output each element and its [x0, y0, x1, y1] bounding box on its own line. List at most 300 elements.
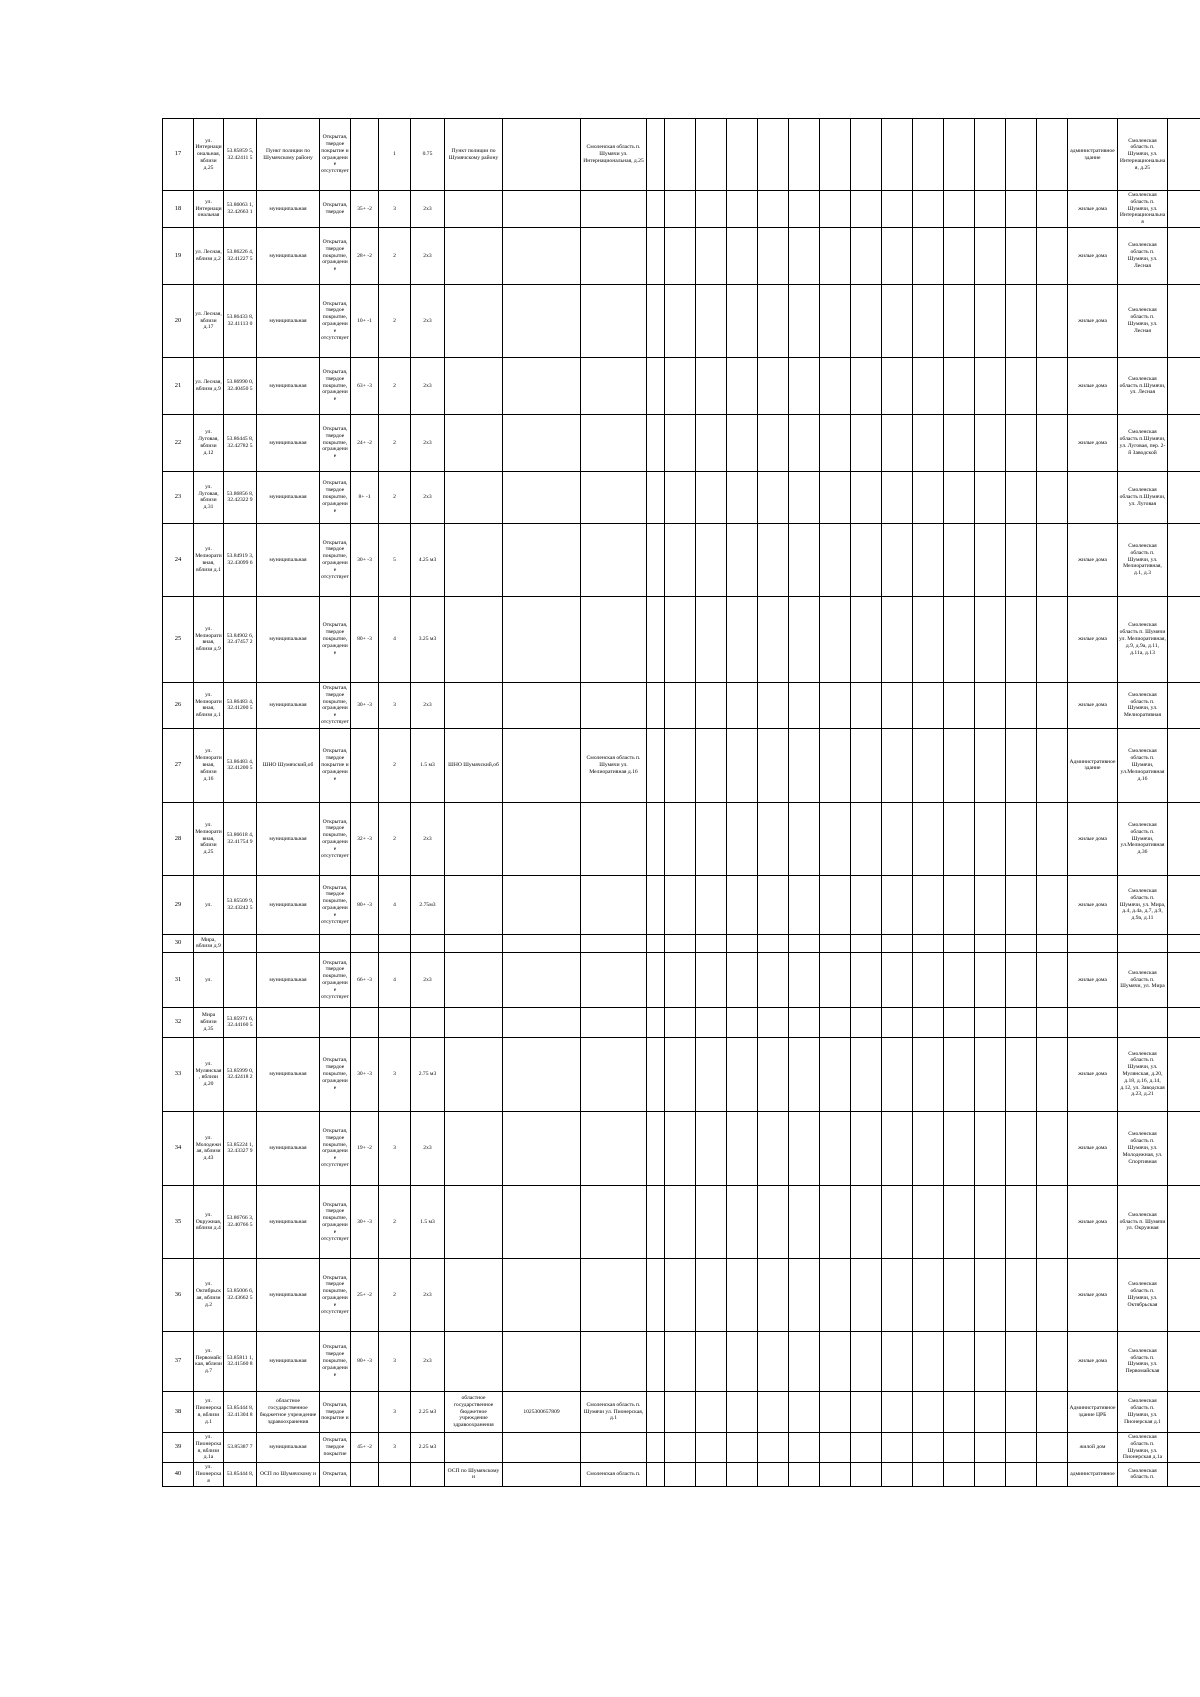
- cell-source-type: жилые дома: [1068, 596, 1118, 682]
- table-row: [163, 802, 1200, 875]
- cell-producer: [445, 1432, 503, 1462]
- cell-empty: [665, 682, 696, 728]
- cell-ogrn: [503, 1111, 581, 1185]
- cell-volume: 2.25 м3: [411, 1432, 445, 1462]
- cell-coords: 53.86433 8, 32.41113 0: [224, 284, 257, 357]
- cell-producer: [445, 1258, 503, 1331]
- cell-ogrn: [503, 1432, 581, 1462]
- cell-surface: Открытая, твердое покрытие, ограждение отсутствует: [320, 523, 351, 596]
- cell-source-type: административное: [1068, 1463, 1118, 1486]
- cell-num: 28: [163, 802, 194, 875]
- cell-source-type: жилые дома: [1068, 523, 1118, 596]
- cell-source-address: Смоленская область п. Шумячи ул. Окружная: [1118, 1185, 1168, 1258]
- cell-empty: [727, 284, 758, 357]
- cell-containers: 2: [379, 414, 411, 471]
- cell-num: 29: [163, 875, 194, 934]
- cell-address: ул. Мелиоративная, вблизи д.25: [194, 802, 224, 875]
- cell-empty: [1037, 414, 1068, 471]
- cell-empty: [882, 357, 913, 414]
- cell-empty: [1037, 357, 1068, 414]
- cell-empty: [913, 1258, 944, 1331]
- cell-empty: [820, 1258, 851, 1331]
- cell-coords: 53.86445 8, 32.42782 5: [224, 414, 257, 471]
- cell-surface: Открытая, твердое покрытие, ограждение: [320, 471, 351, 523]
- cell-owner: муниципальная: [257, 284, 320, 357]
- table-row: [163, 1037, 1200, 1111]
- cell-coords: 53.85509 9, 32.43242 5: [224, 875, 257, 934]
- cell-volume: 2х3: [411, 471, 445, 523]
- cell-prod-address: [581, 1185, 647, 1258]
- cell-source-type: Административное здание ЦРБ: [1068, 1391, 1118, 1432]
- cell-ogrn: 1025300657809: [503, 1391, 581, 1432]
- cell-source-address: [1118, 1007, 1168, 1037]
- cell-empty: [882, 1258, 913, 1331]
- cell-empty: [851, 1185, 882, 1258]
- cell-area: 32+ -3: [351, 802, 379, 875]
- cell-empty: [882, 802, 913, 875]
- cell-surface: Открытая, твердое покрытие, ограждение отсутствует: [320, 1258, 351, 1331]
- table-row: [163, 1331, 1200, 1391]
- cell-coords: 53.86483 4, 32.41200 5: [224, 682, 257, 728]
- cell-empty: [820, 1463, 851, 1486]
- cell-source-type: жилые дома: [1068, 1258, 1118, 1331]
- cell-containers: 2: [379, 802, 411, 875]
- cell-empty: [789, 682, 820, 728]
- table-row: [163, 523, 1200, 596]
- cell-empty: [975, 1391, 1006, 1432]
- cell-address: Мира вблизи д.35: [194, 1007, 224, 1037]
- cell-owner: муниципальная: [257, 414, 320, 471]
- cell-surface: Открытая, твердое покрытие и: [320, 1391, 351, 1432]
- cell-source-address: Смоленская область п. Шумячи, ул.Мелиоративная д.36: [1118, 802, 1168, 875]
- cell-area: 66+ -3: [351, 952, 379, 1007]
- cell-prod-address: Смоленская область п. Шумячи ул. Интернациональная, д.25: [581, 119, 647, 191]
- cell-empty: [1168, 596, 1200, 682]
- cell-address: ул. Интернациональная: [194, 191, 224, 228]
- cell-empty: [1006, 523, 1037, 596]
- cell-empty: [975, 191, 1006, 228]
- cell-containers: 2: [379, 728, 411, 802]
- cell-empty: [975, 802, 1006, 875]
- cell-empty: [1168, 119, 1200, 191]
- cell-empty: [944, 119, 975, 191]
- cell-containers: 4: [379, 952, 411, 1007]
- cell-empty: [944, 284, 975, 357]
- cell-empty: [665, 284, 696, 357]
- cell-empty: [647, 357, 665, 414]
- cell-empty: [1037, 1258, 1068, 1331]
- cell-area: 30+ -3: [351, 523, 379, 596]
- cell-prod-address: [581, 1007, 647, 1037]
- cell-source-type: Административное здание: [1068, 728, 1118, 802]
- cell-coords: 53.86856 8, 32.42322 9: [224, 471, 257, 523]
- table-row: [163, 357, 1200, 414]
- cell-empty: [913, 357, 944, 414]
- cell-containers: 3: [379, 1432, 411, 1462]
- cell-empty: [975, 523, 1006, 596]
- cell-empty: [913, 875, 944, 934]
- cell-source-type: жилые дома: [1068, 1185, 1118, 1258]
- cell-containers: 3: [379, 1111, 411, 1185]
- cell-empty: [647, 523, 665, 596]
- cell-empty: [851, 1331, 882, 1391]
- cell-empty: [647, 952, 665, 1007]
- cell-volume: 3.25 м3: [411, 596, 445, 682]
- cell-address: ул. Интернациональная, вблизи д.25: [194, 119, 224, 191]
- cell-source-type: жилые дома: [1068, 875, 1118, 934]
- cell-empty: [665, 1111, 696, 1185]
- cell-empty: [758, 471, 789, 523]
- cell-owner: муниципальная: [257, 471, 320, 523]
- cell-empty: [944, 1391, 975, 1432]
- cell-empty: [758, 191, 789, 228]
- cell-empty: [665, 1391, 696, 1432]
- cell-prod-address: [581, 191, 647, 228]
- cell-producer: [445, 682, 503, 728]
- cell-volume: [411, 1007, 445, 1037]
- cell-empty: [665, 1037, 696, 1111]
- cell-empty: [913, 119, 944, 191]
- cell-surface: Открытая, твердое покрытие: [320, 1432, 351, 1462]
- cell-empty: [1006, 414, 1037, 471]
- cell-ogrn: [503, 802, 581, 875]
- cell-containers: [379, 934, 411, 952]
- cell-empty: [944, 357, 975, 414]
- cell-owner: Пункт полиции по Шумячскому району: [257, 119, 320, 191]
- cell-empty: [758, 357, 789, 414]
- cell-ogrn: [503, 227, 581, 284]
- cell-volume: 2.75м3: [411, 875, 445, 934]
- cell-producer: областное государственное бюджетное учреждение здравоохранения: [445, 1391, 503, 1432]
- cell-ogrn: [503, 523, 581, 596]
- cell-empty: [647, 934, 665, 952]
- cell-volume: 2.25 м3: [411, 1391, 445, 1432]
- cell-empty: [913, 471, 944, 523]
- cell-empty: [851, 471, 882, 523]
- cell-producer: [445, 875, 503, 934]
- cell-area: 80+ -3: [351, 596, 379, 682]
- cell-producer: [445, 802, 503, 875]
- cell-empty: [975, 357, 1006, 414]
- cell-empty: [851, 952, 882, 1007]
- cell-empty: [882, 934, 913, 952]
- cell-empty: [647, 875, 665, 934]
- cell-empty: [696, 1331, 727, 1391]
- cell-source-address: Смоленская область п.Шумячи, ул. Лесная: [1118, 357, 1168, 414]
- cell-source-address: Смоленская область п. Шумячи, ул. Октябрьская: [1118, 1258, 1168, 1331]
- cell-area: 25+ -2: [351, 1258, 379, 1331]
- cell-address: ул. Окружная, вблизи д.4: [194, 1185, 224, 1258]
- cell-empty: [758, 802, 789, 875]
- cell-empty: [913, 802, 944, 875]
- cell-source-address: Смоленская область п.: [1118, 1463, 1168, 1486]
- cell-owner: муниципальная: [257, 1432, 320, 1462]
- cell-empty: [851, 227, 882, 284]
- cell-empty: [647, 1463, 665, 1486]
- cell-empty: [727, 802, 758, 875]
- cell-empty: [727, 875, 758, 934]
- cell-ogrn: [503, 952, 581, 1007]
- cell-empty: [647, 1037, 665, 1111]
- cell-empty: [882, 1185, 913, 1258]
- cell-address: ул. Мулянская, вблизи д.20: [194, 1037, 224, 1111]
- cell-empty: [789, 414, 820, 471]
- cell-address: ул. Пионерская, вблизи д.1а: [194, 1432, 224, 1462]
- cell-empty: [882, 191, 913, 228]
- cell-num: 25: [163, 596, 194, 682]
- cell-owner: муниципальная: [257, 875, 320, 934]
- cell-containers: 3: [379, 682, 411, 728]
- cell-empty: [851, 284, 882, 357]
- cell-coords: 53.85006 6, 32.43662 5: [224, 1258, 257, 1331]
- cell-containers: 2: [379, 471, 411, 523]
- cell-ogrn: [503, 875, 581, 934]
- cell-empty: [851, 414, 882, 471]
- cell-empty: [758, 934, 789, 952]
- cell-empty: [1168, 284, 1200, 357]
- cell-empty: [820, 596, 851, 682]
- cell-empty: [820, 191, 851, 228]
- cell-empty: [1006, 284, 1037, 357]
- cell-area: 63+ -3: [351, 357, 379, 414]
- cell-empty: [851, 875, 882, 934]
- cell-area: 45+ -2: [351, 1432, 379, 1462]
- cell-empty: [820, 523, 851, 596]
- cell-empty: [1037, 284, 1068, 357]
- cell-empty: [913, 1331, 944, 1391]
- cell-empty: [1168, 1185, 1200, 1258]
- cell-empty: [758, 875, 789, 934]
- cell-empty: [1168, 802, 1200, 875]
- cell-num: 38: [163, 1391, 194, 1432]
- cell-ogrn: [503, 1463, 581, 1486]
- cell-volume: 2х3: [411, 802, 445, 875]
- cell-empty: [913, 1432, 944, 1462]
- cell-surface: Открытая, твердое покрытие, ограждение отсутствует: [320, 952, 351, 1007]
- cell-empty: [1037, 1463, 1068, 1486]
- cell-empty: [1168, 1007, 1200, 1037]
- cell-surface: Открытая, твердое покрытие, ограждение отсутствует: [320, 1185, 351, 1258]
- cell-empty: [647, 414, 665, 471]
- cell-prod-address: Смоленская область п. Шумячи ул. Мелиоративная д.16: [581, 728, 647, 802]
- cell-empty: [820, 1432, 851, 1462]
- cell-empty: [665, 1007, 696, 1037]
- cell-empty: [647, 802, 665, 875]
- cell-empty: [727, 1391, 758, 1432]
- cell-empty: [820, 682, 851, 728]
- cell-empty: [944, 191, 975, 228]
- cell-num: 36: [163, 1258, 194, 1331]
- cell-empty: [758, 1331, 789, 1391]
- cell-address: ул. Мелиоративная, вблизи д.1: [194, 523, 224, 596]
- cell-empty: [647, 471, 665, 523]
- cell-containers: 4: [379, 875, 411, 934]
- cell-empty: [882, 952, 913, 1007]
- cell-owner: муниципальная: [257, 682, 320, 728]
- cell-source-type: [1068, 471, 1118, 523]
- cell-coords: 53.85971 6, 32.44160 5: [224, 1007, 257, 1037]
- cell-address: ул. Первомайская, вблизи д.7: [194, 1331, 224, 1391]
- cell-empty: [758, 1037, 789, 1111]
- cell-empty: [1037, 1432, 1068, 1462]
- cell-empty: [727, 414, 758, 471]
- cell-coords: 53.85224 1, 32.43327 9: [224, 1111, 257, 1185]
- cell-num: 34: [163, 1111, 194, 1185]
- cell-empty: [758, 1007, 789, 1037]
- cell-area: [351, 119, 379, 191]
- cell-owner: муниципальная: [257, 952, 320, 1007]
- cell-empty: [851, 523, 882, 596]
- cell-coords: 53.86483 4, 32.41200 5: [224, 728, 257, 802]
- cell-empty: [1006, 1037, 1037, 1111]
- cell-address: ул. Пионерская, вблизи д.1: [194, 1391, 224, 1432]
- cell-ogrn: [503, 1185, 581, 1258]
- cell-producer: [445, 414, 503, 471]
- cell-empty: [975, 934, 1006, 952]
- cell-source-address: Смоленская область п. Шумячи, ул. Молодежная, ул. Спортивная: [1118, 1111, 1168, 1185]
- cell-volume: 2х3: [411, 952, 445, 1007]
- cell-empty: [944, 1432, 975, 1462]
- cell-coords: 53.85811 1, 32.41560 8: [224, 1331, 257, 1391]
- cell-empty: [1037, 1331, 1068, 1391]
- cell-containers: 3: [379, 1331, 411, 1391]
- cell-empty: [665, 523, 696, 596]
- cell-volume: [411, 1463, 445, 1486]
- cell-producer: [445, 1331, 503, 1391]
- cell-area: 30+ -3: [351, 682, 379, 728]
- cell-empty: [1168, 934, 1200, 952]
- cell-ogrn: [503, 414, 581, 471]
- cell-producer: ОСП по Шумячскому и: [445, 1463, 503, 1486]
- cell-empty: [882, 414, 913, 471]
- cell-source-type: жилые дома: [1068, 357, 1118, 414]
- cell-empty: [789, 728, 820, 802]
- cell-empty: [789, 284, 820, 357]
- cell-empty: [1006, 471, 1037, 523]
- cell-empty: [820, 952, 851, 1007]
- cell-empty: [758, 596, 789, 682]
- cell-surface: Открытая, твердое покрытие, ограждение: [320, 227, 351, 284]
- cell-empty: [851, 1007, 882, 1037]
- cell-surface: Открытая, твердое: [320, 191, 351, 228]
- cell-producer: ШНО Шумячский,об: [445, 728, 503, 802]
- cell-empty: [789, 1463, 820, 1486]
- cell-containers: 2: [379, 284, 411, 357]
- cell-empty: [789, 227, 820, 284]
- cell-empty: [1006, 1258, 1037, 1331]
- cell-empty: [758, 119, 789, 191]
- cell-empty: [758, 1463, 789, 1486]
- cell-empty: [727, 191, 758, 228]
- cell-empty: [975, 728, 1006, 802]
- cell-surface: Открытая, твердое покрытие, ограждение: [320, 414, 351, 471]
- cell-prod-address: [581, 227, 647, 284]
- cell-empty: [696, 1391, 727, 1432]
- cell-owner: ШНО Шумячский,об: [257, 728, 320, 802]
- cell-volume: [411, 934, 445, 952]
- cell-empty: [944, 1185, 975, 1258]
- cell-empty: [944, 952, 975, 1007]
- cell-source-address: Смоленская область п. Шумячи, ул. Интернациональная, д.25: [1118, 119, 1168, 191]
- cell-prod-address: [581, 1258, 647, 1331]
- cell-producer: [445, 523, 503, 596]
- cell-empty: [696, 191, 727, 228]
- cell-area: 28+ -2: [351, 227, 379, 284]
- cell-empty: [851, 1037, 882, 1111]
- cell-surface: Открытая, твердое покрытие, ограждение отсутствует: [320, 284, 351, 357]
- cell-empty: [913, 1391, 944, 1432]
- cell-empty: [820, 934, 851, 952]
- cell-empty: [665, 357, 696, 414]
- cell-empty: [913, 414, 944, 471]
- cell-empty: [882, 471, 913, 523]
- cell-empty: [696, 596, 727, 682]
- cell-volume: 1.5 м3: [411, 1185, 445, 1258]
- cell-prod-address: Смоленская область п.: [581, 1463, 647, 1486]
- cell-containers: 2: [379, 357, 411, 414]
- cell-address: ул. Мелиоративная, вблизи д.9: [194, 596, 224, 682]
- cell-empty: [975, 1037, 1006, 1111]
- cell-empty: [1037, 802, 1068, 875]
- cell-empty: [820, 1331, 851, 1391]
- cell-prod-address: [581, 1111, 647, 1185]
- cell-containers: 2: [379, 1185, 411, 1258]
- cell-empty: [665, 471, 696, 523]
- cell-empty: [975, 414, 1006, 471]
- cell-empty: [913, 191, 944, 228]
- cell-empty: [727, 1331, 758, 1391]
- cell-empty: [1006, 1391, 1037, 1432]
- cell-empty: [975, 284, 1006, 357]
- cell-ogrn: [503, 1331, 581, 1391]
- cell-empty: [789, 596, 820, 682]
- cell-coords: 53.85444 8, 32.41304 8: [224, 1391, 257, 1432]
- cell-producer: [445, 952, 503, 1007]
- cell-area: 24+ -2: [351, 414, 379, 471]
- cell-producer: [445, 471, 503, 523]
- cell-empty: [1006, 728, 1037, 802]
- cell-containers: 3: [379, 1037, 411, 1111]
- cell-num: 39: [163, 1432, 194, 1462]
- cell-empty: [820, 357, 851, 414]
- cell-source-type: жилые дома: [1068, 682, 1118, 728]
- cell-empty: [820, 227, 851, 284]
- cell-num: 32: [163, 1007, 194, 1037]
- cell-empty: [944, 227, 975, 284]
- cell-empty: [1006, 875, 1037, 934]
- cell-empty: [975, 1258, 1006, 1331]
- cell-empty: [696, 682, 727, 728]
- table-row: [163, 284, 1200, 357]
- cell-empty: [647, 1432, 665, 1462]
- cell-address: ул. Луговая, вблизи д.12: [194, 414, 224, 471]
- cell-empty: [1037, 1111, 1068, 1185]
- cell-containers: [379, 1463, 411, 1486]
- cell-owner: муниципальная: [257, 596, 320, 682]
- cell-num: 27: [163, 728, 194, 802]
- cell-empty: [944, 471, 975, 523]
- cell-area: 80+ -3: [351, 875, 379, 934]
- table-row: [163, 1007, 1200, 1037]
- cell-empty: [820, 1007, 851, 1037]
- cell-coords: 53.86990 0, 32.40450 5: [224, 357, 257, 414]
- cell-empty: [913, 1463, 944, 1486]
- cell-producer: [445, 596, 503, 682]
- cell-producer: [445, 1185, 503, 1258]
- cell-source-type: жилые дома: [1068, 1111, 1118, 1185]
- cell-empty: [1006, 1185, 1037, 1258]
- cell-coords: 53.86063 1, 32.42663 1: [224, 191, 257, 228]
